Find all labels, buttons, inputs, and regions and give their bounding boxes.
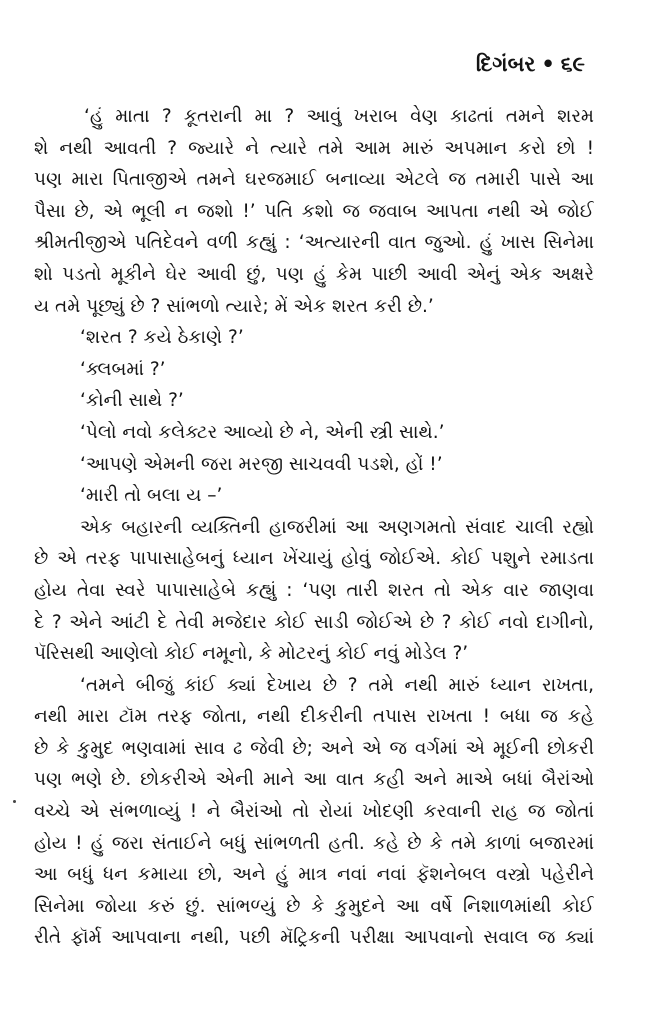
chapter-title: દિગંબર bbox=[475, 52, 536, 76]
text-line: એક બહારની વ્યક્તિની હાજરીમાં આ અણગમતો સંવાદ ચાલી રહ્યો bbox=[80, 516, 594, 538]
text-line: ‘હું માતા ? કૂતરાની મા ? આવું ખરાબ વેણ કાઢતાં તમને શરમ bbox=[84, 106, 594, 127]
text-line: ‘પેલો નવો કલેક્ટર આવ્યો છે ને, એની સ્ત્રી સાથે.’ bbox=[80, 421, 445, 443]
text-line: શો પડતો મૂકીને ઘેર આવી છું, પણ હું કેમ પાછી આવી એનું એક અક્ષરે bbox=[34, 263, 594, 285]
text-line: ‘શરત ? કયે ઠેકાણે ?’ bbox=[80, 327, 244, 349]
text-line: પણ મારા પિતાજીએ તમને ઘરજમાઈ બનાવ્યા એટલે જ તમારી પાસે આ bbox=[34, 169, 594, 191]
text-line: ‘આપણે એમની જરા મરજી સાચવવી પડશે, હોં !’ bbox=[80, 453, 443, 475]
text-line: સિનેમા જોયા કરું છું. સાંભળ્યું છે કે કુમુદને આ વર્ષે નિશાળમાંથી કોઈ bbox=[34, 895, 594, 917]
text-line: છે કે કુમુદ ભણવામાં સાવ ઢ જેવી છે; અને એ જ વર્ગમાં એ મૂઈની છોકરી bbox=[34, 737, 594, 759]
text-line: ‘મારી તો બલા ય –’ bbox=[80, 485, 223, 507]
text-line: પૅરિસથી આણેલો કોઈ નમૂનો, કે મોટરનું કોઈ નવું મોડેલ ?’ bbox=[34, 643, 469, 665]
text-line: રીતે ફૉર્મ આપવાના નથી, પછી મૅટ્રિકની પરીક્ષા આપવાનો સવાલ જ ક્યાં bbox=[34, 927, 594, 949]
text-line: છે એ તરફ પાપાસાહેબનું ધ્યાન ખેંચાયું હોવું જોઈએ. કોઈ પશુને રમાડતા bbox=[34, 548, 594, 570]
text-line: ય તમે પૂછ્યું છે ? સાંભળો ત્યારે; મેં એક શરત કરી છે.’ bbox=[34, 295, 434, 317]
text-line: હોય તેવા સ્વરે પાપાસાહેબે કહ્યું : ‘પણ તારી શરત તો એક વાર જાણવા bbox=[34, 579, 594, 601]
text-line: આ બધું ધન કમાયા છો, અને હું માત્ર નવાં નવાં ફૅશનેબલ વસ્ત્રો પહેરીને bbox=[34, 864, 594, 886]
text-line: શ્રીમતીજીએ પતિદેવને વળી કહ્યું : ‘અત્યારની વાત જુઓ. હું ખાસ સિનેમા bbox=[34, 232, 594, 254]
text-line: પણ ભણે છે. છોકરીએ એની માને આ વાત કહી અને માએ બધાં બૈરાંઓ bbox=[34, 769, 594, 791]
text-line: વચ્ચે એ સંભળાવ્યું ! ને બૈરાંઓ તો રોયાં ખોદણી કરવાની રાહ જ જોતાં bbox=[34, 801, 594, 823]
page-number: ૬૯ bbox=[560, 52, 585, 76]
text-line: ‘કોની સાથે ?’ bbox=[80, 390, 184, 412]
text-line: નથી મારા ટૉમ તરફ જોતા, નથી દીકરીની તપાસ રાખતા ! બધા જ કહે bbox=[34, 706, 594, 728]
text-line: ‘તમને બીજું કાંઈ ક્યાં દેખાય છે ? તમે નથી મારું ધ્યાન રાખતા, bbox=[80, 674, 594, 696]
text-line: દે ? એને આંટી દે તેવી મજેદાર કોઈ સાડી જોઈએ છે ? કોઈ નવો દાગીનો, bbox=[34, 611, 594, 633]
body-text bbox=[34, 101, 594, 954]
text-line: હોય ! હું જરા સંતાઈને બધું સાંભળતી હતી. કહે છે કે તમે કાળાં બજારમાં bbox=[34, 832, 594, 854]
text-line: પૈસા છે, એ ભૂલી ન જશો !’ પતિ કશો જ જવાબ આપતા નથી એ જોઈ bbox=[34, 200, 594, 222]
margin-dot bbox=[13, 800, 16, 803]
running-header bbox=[476, 52, 585, 77]
text-line: શે નથી આવતી ? જ્યારે ને ત્યારે તમે આમ મારું અપમાન કરો છો ! bbox=[34, 137, 594, 159]
text-line: ‘ક્લબમાં ?’ bbox=[80, 358, 166, 380]
header-separator: • bbox=[541, 52, 555, 76]
